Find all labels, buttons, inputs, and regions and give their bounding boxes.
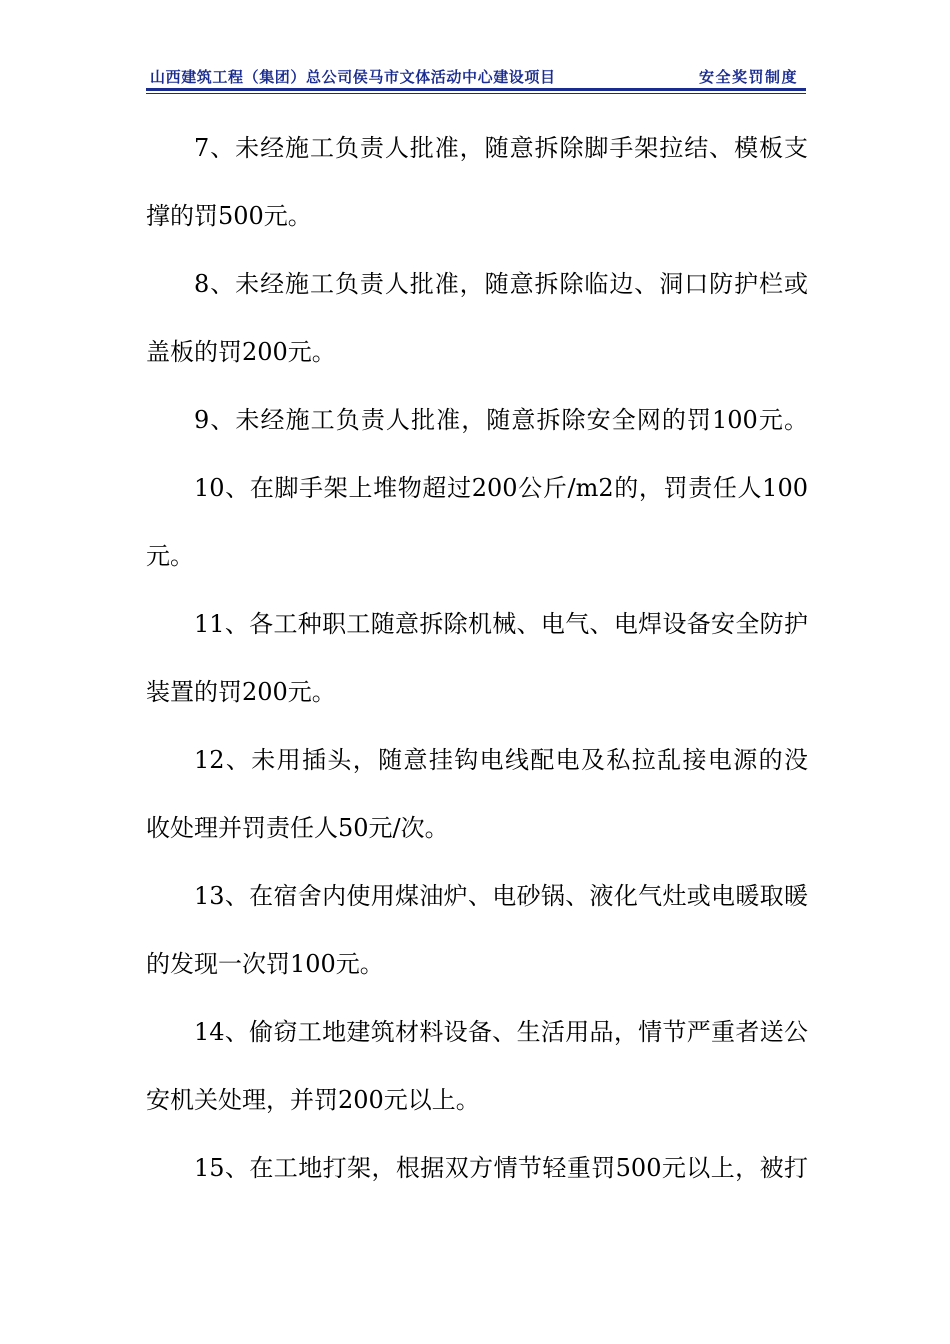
text-line: 撑的罚500元。 [146, 202, 312, 230]
text-line: 14、偷窃工地建筑材料设备、生活用品，情节严重者送公 [194, 1018, 808, 1046]
text-line: 10、在脚手架上堆物超过200公斤/m2的，罚责任人100 [194, 474, 808, 502]
text-line: 9、未经施工负责人批准，随意拆除安全网的罚100元。 [194, 406, 808, 434]
text-line: 8、未经施工负责人批准，随意拆除临边、洞口防护栏或 [194, 270, 808, 298]
text-line: 元。 [146, 542, 194, 570]
text-line: 13、在宿舍内使用煤油炉、电砂锅、液化气灶或电暖取暖 [194, 882, 808, 910]
header-section-title: 安全奖罚制度 [698, 68, 798, 86]
text-line: 7、未经施工负责人批准，随意拆除脚手架拉结、模板支 [194, 134, 808, 162]
text-line: 的发现一次罚100元。 [146, 950, 384, 978]
page-header [146, 64, 806, 88]
text-line: 装置的罚200元。 [146, 678, 336, 706]
header-project-title: 山西建筑工程（集团）总公司侯马市文体活动中心建设项目 [150, 68, 556, 86]
header-rule-thick [146, 88, 806, 91]
text-line: 收处理并罚责任人50元/次。 [146, 814, 449, 842]
text-line: 12、未用插头，随意挂钩电线配电及私拉乱接电源的没 [194, 746, 808, 774]
text-line: 安机关处理，并罚200元以上。 [146, 1086, 480, 1114]
header-rule-thin [146, 93, 806, 94]
text-line: 11、各工种职工随意拆除机械、电气、电焊设备安全防护 [194, 610, 808, 638]
text-line: 15、在工地打架，根据双方情节轻重罚500元以上，被打 [194, 1154, 808, 1182]
text-line: 盖板的罚200元。 [146, 338, 336, 366]
